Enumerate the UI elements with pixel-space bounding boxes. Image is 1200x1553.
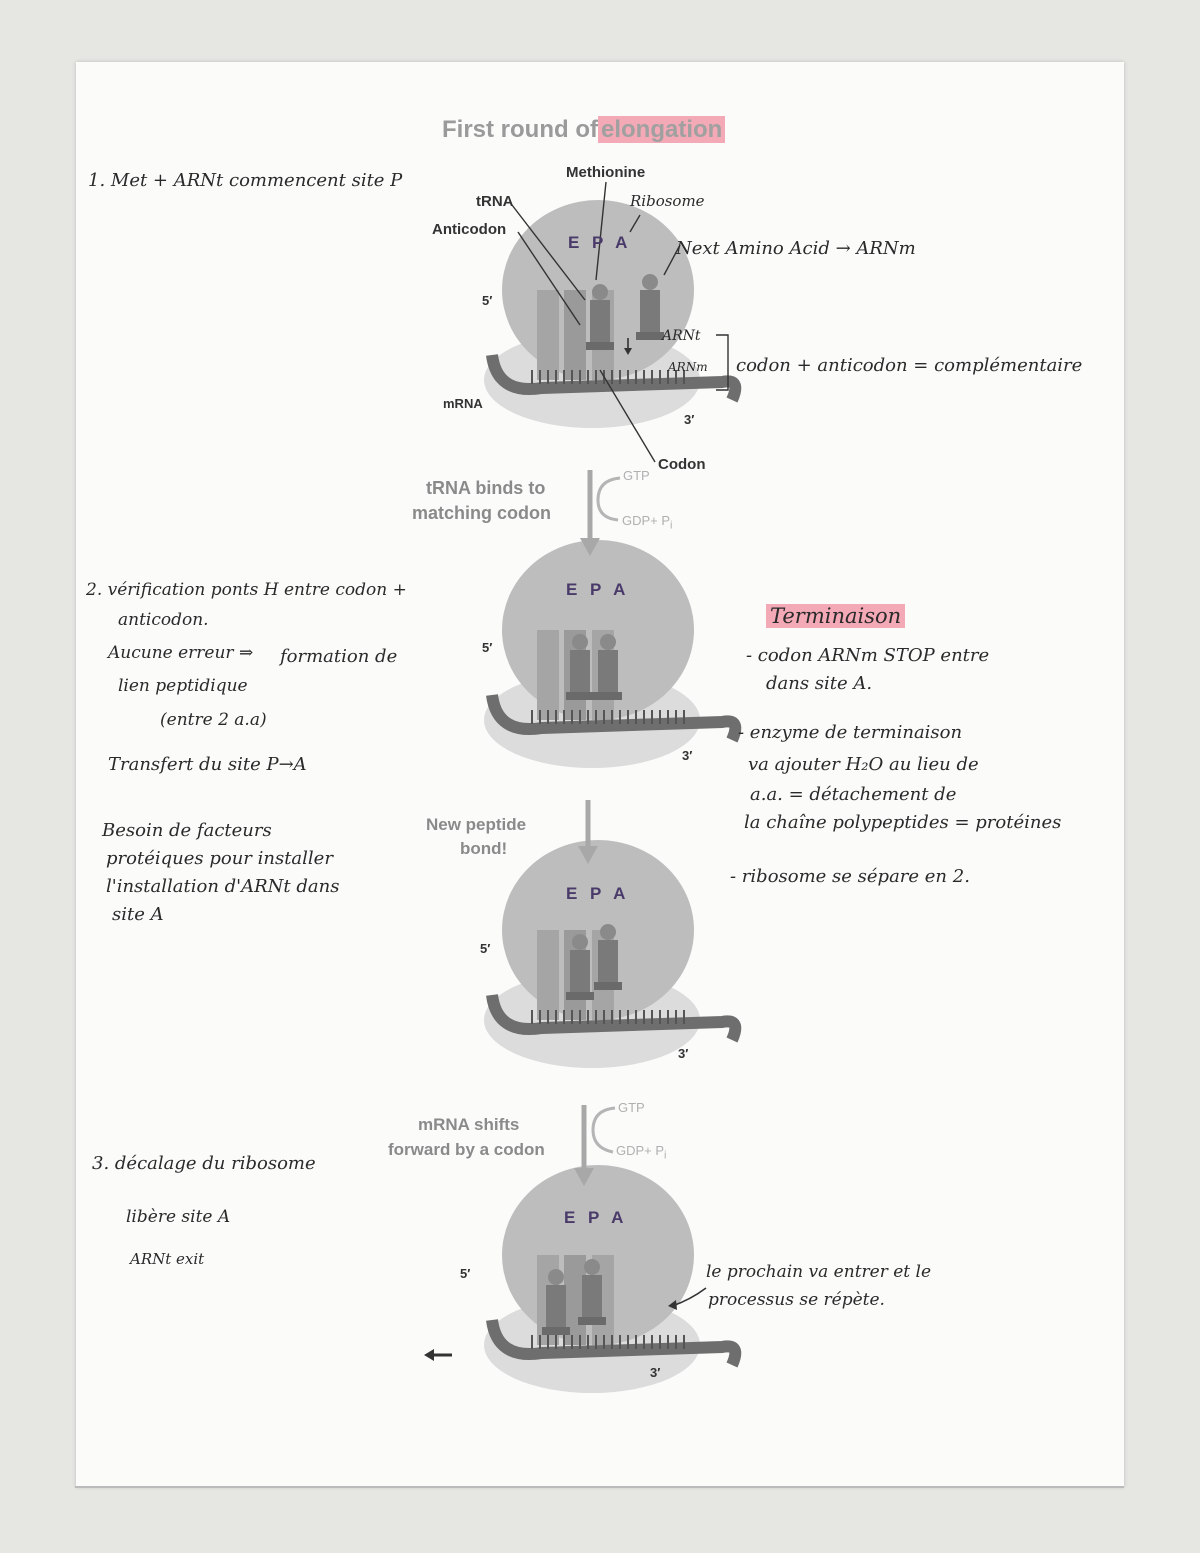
three-prime-4: 3′ — [650, 1365, 661, 1380]
note-factors-line1: Besoin de facteurs — [102, 820, 272, 841]
anticodon-label: Anticodon — [432, 221, 507, 238]
step-bind-line1: tRNA binds to — [426, 478, 546, 498]
gtp-label-2: GTP — [618, 1100, 645, 1115]
note-step2-line2: anticodon. — [118, 610, 209, 630]
note-step2-line3: Aucune erreur ⇒ — [108, 643, 254, 663]
term-line5: a.a. = détachement de — [750, 784, 957, 805]
sites-label-3: E P A — [566, 884, 630, 903]
note-factors-line3: l'installation d'ARNt dans — [106, 876, 340, 897]
term-line6: la chaîne polypeptides = protéines — [744, 812, 1062, 833]
sites-label-4: E P A — [564, 1208, 628, 1227]
methionine-label: Methionine — [566, 164, 646, 181]
note-factors-line4: site A — [112, 904, 164, 925]
note-step2-line4: formation de — [280, 646, 398, 667]
note-next-amino: Next Amino Acid → ARNm — [676, 238, 916, 259]
gtp-label-1: GTP — [623, 468, 650, 483]
mrna-label: mRNA — [443, 396, 483, 411]
codon-label: Codon — [658, 456, 706, 473]
term-line7: - ribosome se sépare en 2. — [730, 866, 970, 887]
note-step1: 1. Met + ARNt commencent site P — [88, 170, 403, 191]
step-peptide-line2: bond! — [460, 839, 508, 858]
note-step3-line3: ARNt exit — [130, 1250, 205, 1268]
gdp-label-1: $GDP+ P_i$ — [622, 513, 673, 532]
note-codon-anticodon: codon + anticodon = complémentaire — [736, 355, 1083, 376]
note-repeat-line2: processus se répète. — [708, 1290, 885, 1310]
five-prime-2: 5′ — [482, 640, 493, 655]
step-bind-line2: matching codon — [412, 503, 551, 523]
note-step3-line2: libère site A — [126, 1207, 231, 1227]
note-step2-line1: 2. vérification ponts H entre codon + — [86, 580, 407, 600]
ribosome-label: Ribosome — [630, 192, 705, 210]
note-step2-line6: (entre 2 a.a) — [160, 710, 267, 730]
term-line4: va ajouter H₂O au lieu de — [748, 754, 979, 775]
five-prime-4: 5′ — [460, 1266, 471, 1281]
ribosome-stage-4 — [484, 1165, 735, 1393]
ribosome-stage-3 — [484, 840, 735, 1068]
trna-label: tRNA — [476, 193, 514, 210]
term-line1: - codon ARNm STOP entre — [746, 645, 990, 666]
note-repeat-line1: le prochain va entrer et le — [706, 1262, 932, 1282]
sites-label-1: E P A — [568, 233, 632, 252]
figure-title — [442, 116, 725, 144]
title-highlight: elongation — [598, 116, 725, 143]
note-step2-line5: lien peptidique — [118, 676, 248, 696]
three-prime-2: 3′ — [682, 748, 693, 763]
note-step2-line7: Transfert du site P→A — [108, 754, 307, 775]
note-step3-line1: 3. décalage du ribosome — [92, 1153, 316, 1174]
three-prime-3: 3′ — [678, 1046, 689, 1061]
note-arnm: ARNm — [668, 360, 708, 374]
terminaison-title: Terminaison — [766, 604, 905, 628]
sites-label-2: E P A — [566, 580, 630, 599]
title-prefix: First round of — [442, 116, 598, 143]
ribosome-stage-2 — [484, 540, 735, 768]
step-peptide-line1: New peptide — [426, 815, 527, 834]
five-prime-3: 5′ — [480, 941, 491, 956]
step-shift-line1: mRNA shifts — [418, 1115, 520, 1134]
term-line3: - enzyme de terminaison — [738, 722, 963, 743]
three-prime-1: 3′ — [684, 412, 695, 427]
step-shift-line2: forward by a codon — [388, 1140, 545, 1159]
note-factors-line2: protéiques pour installer — [106, 848, 333, 869]
term-line2: dans site A. — [766, 673, 873, 694]
five-prime-1: 5′ — [482, 293, 493, 308]
note-arnt: ARNt — [662, 328, 701, 344]
gdp-label-2: $GDP+ P_i$ — [616, 1143, 667, 1162]
